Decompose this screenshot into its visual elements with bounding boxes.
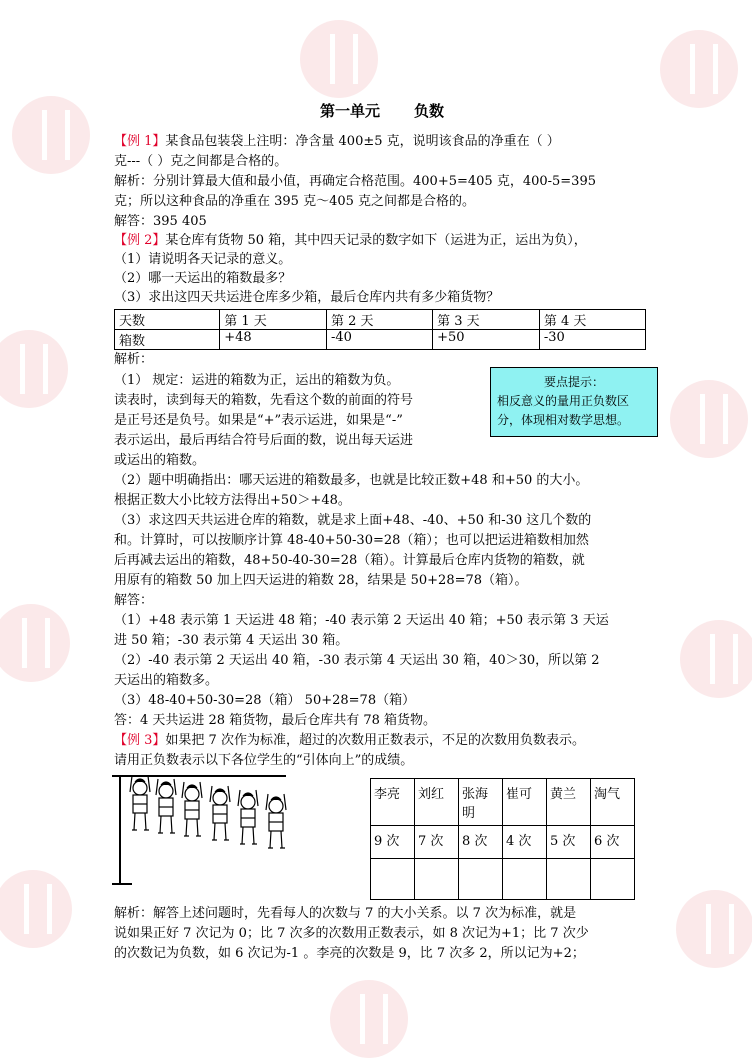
watermark-logo	[676, 890, 752, 968]
watermark-logo	[680, 620, 752, 698]
table-cell: -40	[327, 330, 433, 350]
table-cell: 第 4 天	[539, 310, 645, 330]
text-line: 是正号还是负号。如果是“+”表示运进，如果是“-”	[114, 413, 403, 428]
table-cell	[547, 859, 591, 900]
table-cell	[371, 859, 415, 900]
pull-up-illustration	[108, 768, 288, 886]
text-line: 根据正数大小比较方法得出+50＞+48。	[114, 493, 351, 508]
table-cell: 第 3 天	[433, 310, 540, 330]
text-line: （1）请说明各天记录的意义。	[114, 252, 292, 267]
text-line: （3）求这四天共运进仓库的箱数，就是求上面+48、-40、+50 和-30 这几个数的	[114, 513, 592, 528]
watermark-logo	[670, 380, 748, 458]
text-line: 用原有的箱数 50 加上四天运进的箱数 28，结果是 50+28=78（箱）。	[114, 573, 528, 588]
table-cell	[459, 859, 503, 900]
text-line: 进 50 箱；-30 表示第 4 天运出 30 箱。	[114, 633, 349, 648]
example-3-question: 【例 3】如果把 7 次作为标准，超过的次数用正数表示，不足的次数用负数表示。	[114, 733, 585, 748]
watermark-logo	[0, 870, 72, 948]
text-line: 克；所以这种食品的净重在 395 克～405 克之间都是合格的。	[114, 194, 476, 209]
page-title: 第一单元 负数	[319, 102, 445, 120]
watermark-logo	[0, 604, 70, 682]
table-cell: 7 次	[415, 826, 459, 859]
table-cell: 箱数	[115, 330, 220, 350]
table-cell	[503, 859, 547, 900]
table-cell: 9 次	[371, 826, 415, 859]
table-cell	[591, 859, 635, 900]
text-line: 或运出的箱数。	[114, 453, 206, 468]
table-row	[371, 779, 635, 826]
text-line: （3）求出这四天共运进仓库多少箱，最后仓库内共有多少箱货物？	[114, 290, 500, 305]
table-cell: 淘气	[591, 779, 635, 826]
table-cell: 天数	[115, 310, 220, 330]
text-line: 解答：	[114, 593, 154, 608]
watermark-logo	[12, 96, 90, 174]
text-line: 读表时，读到每天的箱数，先看这个数的前面的符号	[114, 393, 414, 408]
text-line: （3）48-40+50-30=28（箱） 50+28=78（箱）	[114, 693, 416, 708]
text-line: 答：4 天共运进 28 箱货物，最后仓库共有 78 箱货物。	[114, 713, 437, 728]
text-line: 解析：分别计算最大值和最小值，再确定合格范围。400+5=405 克，400-5=395	[114, 174, 596, 189]
table-cell: 李亮	[371, 779, 415, 826]
example-1-question: 【例 1】某食品包装袋上注明：净含量 400±5 克，说明该食品的净重在（ ）	[114, 134, 560, 149]
tip-text: 相反意义的量用正负数区	[497, 394, 630, 408]
tip-text: 分，体现相对数学思想。	[497, 413, 630, 427]
watermark-logo	[300, 20, 378, 98]
text-line: （2）题中明确指出：哪天运进的箱数最多，也就是比较正数+48 和+50 的大小。	[114, 473, 589, 488]
watermark-logo	[330, 980, 408, 1058]
text-line: 表示运出，最后再结合符号后面的数，说出每天运进	[114, 433, 414, 448]
table-cell: +50	[433, 330, 540, 350]
table-cell: 黄兰	[547, 779, 591, 826]
table-cell: 第 2 天	[327, 310, 433, 330]
table-cell: 崔可	[503, 779, 547, 826]
pull-up-table	[370, 778, 635, 900]
table-row	[115, 330, 646, 350]
text-line: （1） 规定：运进的箱数为正，运出的箱数为负。	[114, 373, 400, 388]
student-figure	[130, 776, 150, 830]
text-line: （2）-40 表示第 2 天运出 40 箱，-30 表示第 4 天运出 30 箱，40＞30，所以第 2	[114, 653, 600, 668]
text-line: 天运出的箱数多。	[114, 673, 219, 688]
text-line: （1）+48 表示第 1 天运进 48 箱；-40 表示第 2 天运出 40 箱；+50 表示第 3 天运	[114, 613, 609, 628]
table-cell: 4 次	[503, 826, 547, 859]
example-2-question: 【例 2】某仓库有货物 50 箱，其中四天记录的数字如下（运进为正，运出为负），	[114, 233, 587, 248]
table-row	[371, 859, 635, 900]
table-cell: 8 次	[459, 826, 503, 859]
key-points-box	[490, 367, 658, 437]
text-line: 解答：395 405	[114, 214, 207, 229]
text-line: 的次数记为负数，如 6 次记为-1 。李亮的次数是 9，比 7 次多 2，所以记为+2；	[114, 946, 585, 961]
text-line: 克---（ ）克之间都是合格的。	[114, 154, 288, 169]
table-cell	[415, 859, 459, 900]
text-line: 后再减去运出的箱数，48+50-40-30=28（箱）。计算最后仓库内货物的箱数，就	[114, 553, 585, 568]
tip-heading: 要点提示：	[543, 375, 604, 389]
table-cell: 6 次	[591, 826, 635, 859]
text-line: 说如果正好 7 次记为 0；比 7 次多的次数用正数表示，如 8 次记为+1；比 7 次少	[114, 926, 589, 941]
table-cell: +48	[220, 330, 327, 350]
table-row	[371, 826, 635, 859]
table-cell: 第 1 天	[220, 310, 327, 330]
table-cell: 刘红	[415, 779, 459, 826]
text-line: 和。计算时，可以按顺序计算 48-40+50-30=28（箱）；也可以把运进箱数相加然	[114, 533, 589, 548]
watermark-logo	[0, 330, 68, 408]
table-row	[115, 310, 646, 330]
goods-table	[114, 309, 646, 350]
table-cell: -30	[539, 330, 645, 350]
table-cell: 张海明	[459, 779, 503, 826]
text-line: 解析：	[114, 352, 154, 367]
text-line: （2）哪一天运出的箱数最多？	[114, 271, 292, 286]
text-line: 解析：解答上述问题时，先看每人的次数与 7 的大小关系。以 7 次为标准，就是	[114, 906, 577, 921]
watermark-logo	[660, 30, 738, 108]
text-line: 请用正负数表示以下各位学生的“引体向上”的成绩。	[114, 753, 414, 768]
table-cell: 5 次	[547, 826, 591, 859]
